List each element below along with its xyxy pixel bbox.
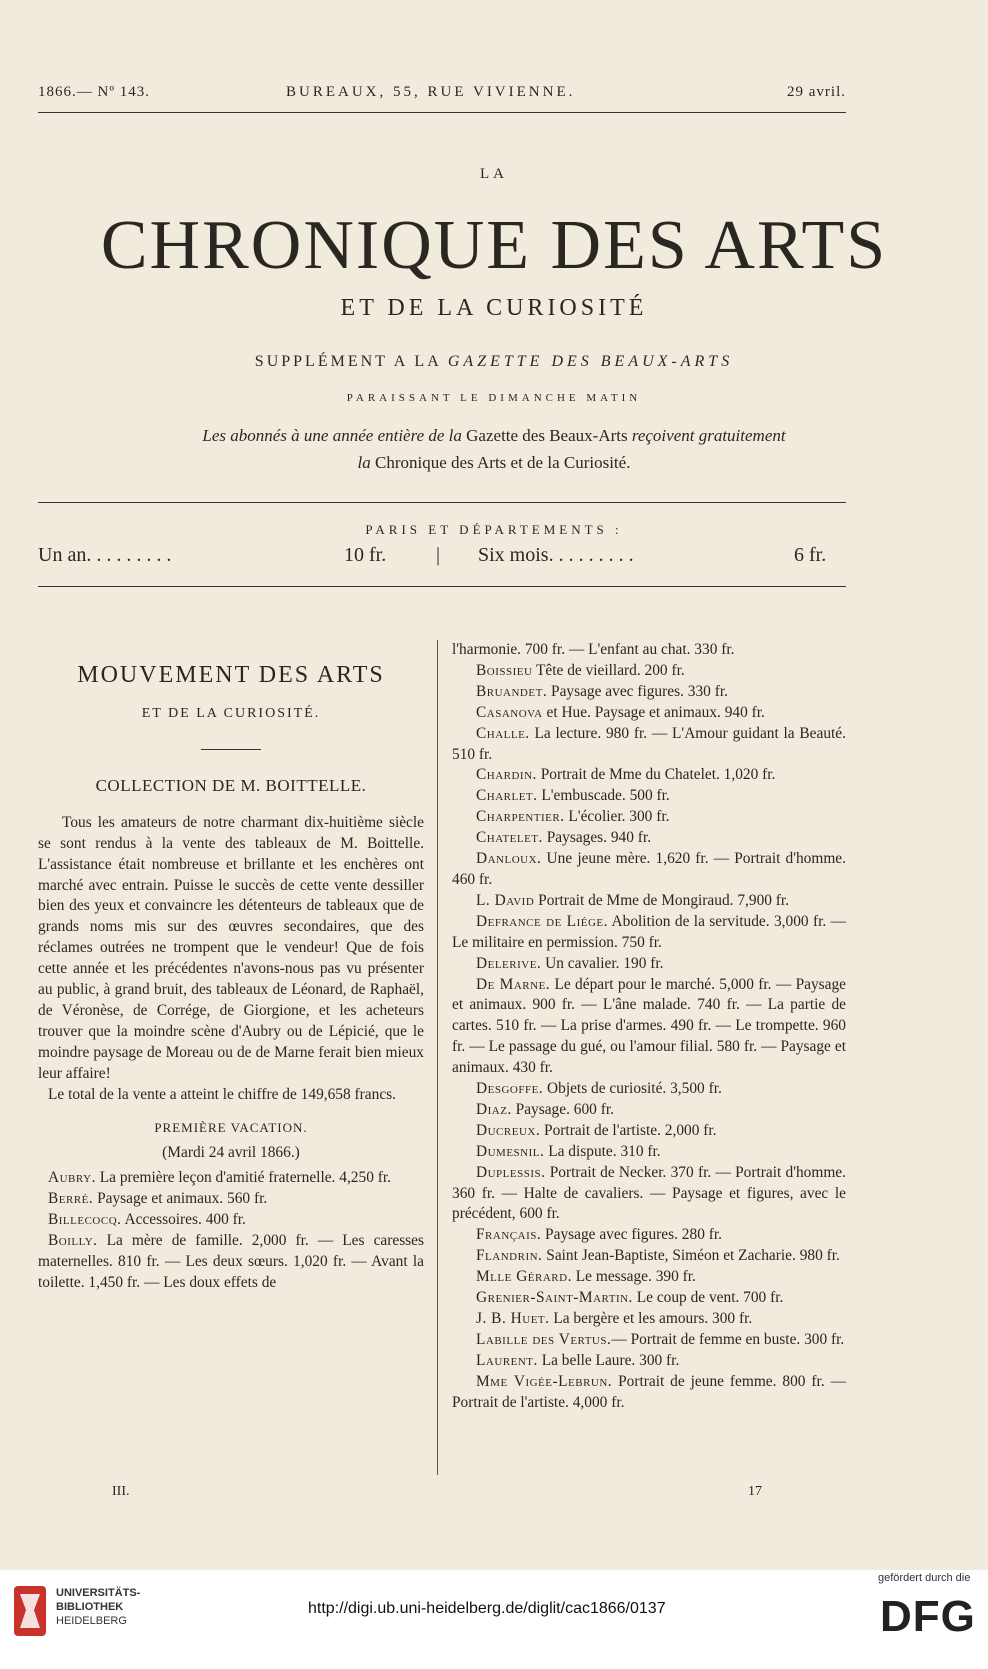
- article-heading: MOUVEMENT DES ARTS: [77, 662, 385, 688]
- sale-entry: [452, 1121, 846, 1142]
- artist-name: Flandrin.: [476, 1247, 543, 1265]
- entry-text: Portrait de jeune femme. 800 fr. — Portrait de l'artiste. 4,000 fr.: [452, 1372, 846, 1411]
- year-label: Un an. . . . . . . . .: [38, 544, 172, 566]
- library-name: [56, 1586, 140, 1628]
- library-name-line: UNIVERSITÄTS-: [56, 1587, 141, 1599]
- artist-name: Billecocq.: [48, 1211, 122, 1229]
- artist-name: Laurent.: [476, 1351, 538, 1369]
- volume-number: III.: [112, 1484, 130, 1499]
- artist-name: Chatelet.: [476, 829, 543, 847]
- artist-name: Boilly.: [48, 1232, 98, 1250]
- heading-divider: [201, 749, 261, 750]
- artist-name: L. David: [476, 891, 535, 909]
- artist-name: Duplessis.: [476, 1163, 546, 1181]
- sale-entry: [452, 1100, 846, 1121]
- artist-name: Français.: [476, 1226, 542, 1244]
- schedule-line: PARAISSANT LE DIMANCHE MATIN: [346, 392, 642, 404]
- header-rule: [38, 112, 846, 113]
- left-column: [38, 640, 424, 1294]
- sale-entry: [452, 849, 846, 891]
- sale-entry: [38, 1210, 424, 1231]
- masthead-subtitle: ET DE LA CURIOSITÉ: [340, 295, 648, 321]
- entry-text: Un cavalier. 190 fr.: [541, 954, 664, 972]
- sale-entry: [452, 1163, 846, 1226]
- artist-name: Diaz.: [476, 1100, 512, 1118]
- sale-entry: [452, 1142, 846, 1163]
- artist-name: Berré.: [48, 1190, 94, 1208]
- entry-text: Le message. 390 fr.: [571, 1268, 696, 1286]
- entry-text: L'écolier. 300 fr.: [564, 808, 670, 826]
- artist-name: Grenier-Saint-Martin.: [476, 1289, 633, 1307]
- source-url-link[interactable]: http://digi.ub.uni-heidelberg.de/diglit/cac1866/0137: [308, 1600, 666, 1617]
- collection-heading: COLLECTION DE M. BOITTELLE.: [95, 775, 367, 795]
- artist-name: Challe.: [476, 724, 530, 742]
- sale-entry: [38, 1231, 424, 1294]
- artist-name: Labille des Vertus.: [476, 1330, 612, 1348]
- entry-text: Saint Jean-Baptiste, Siméon et Zacharie. 980 fr.: [542, 1247, 840, 1265]
- sale-entry: [452, 765, 846, 786]
- entry-text: Abolition de la servitude. 3,000 fr. — Le militaire en permission. 750 fr.: [452, 912, 846, 951]
- note-1-italic: Les abonnés à une année entière de la: [202, 426, 462, 445]
- artist-name: Bruandet.: [476, 682, 548, 700]
- half-year-label: Six mois. . . . . . . . .: [478, 544, 634, 566]
- note-2-chronique: Chronique des Arts et de la Curiosité.: [370, 453, 631, 472]
- artist-name: Mme Vigée-Lebrun.: [476, 1372, 613, 1390]
- supplement-gazette: GAZETTE DES BEAUX-ARTS: [447, 353, 734, 370]
- artist-name: De Marne.: [476, 975, 551, 993]
- entry-text: Accessoires. 400 fr.: [121, 1211, 246, 1229]
- entry-text: Portrait de Necker. 370 fr. — Portrait d'homme. 360 fr. — Halte de cavaliers. — Paysage et figures, avec le précédent, 600 fr.: [452, 1163, 846, 1223]
- entry-text: Portrait de l'artiste. 2,000 fr.: [540, 1121, 717, 1139]
- office-address: BUREAUX, 55, RUE VIVIENNE.: [286, 84, 576, 100]
- price-separator: |: [436, 544, 441, 566]
- continued-entry: l'harmonie. 700 fr. — L'enfant au chat. 330 fr.: [452, 641, 735, 658]
- entry-text: Portrait de Mme de Mongiraud. 7,900 fr.: [534, 891, 790, 909]
- entry-text: La bergère et les amours. 300 fr.: [549, 1310, 753, 1327]
- entry-text: L'embuscade. 500 fr.: [537, 787, 670, 805]
- artist-name: Ducreux.: [476, 1121, 541, 1139]
- entry-text: Tête de vieillard. 200 fr.: [532, 661, 685, 679]
- artist-name: Charpentier.: [476, 808, 565, 826]
- sale-entry: [452, 786, 846, 807]
- entry-text: et Hue. Paysage et animaux. 940 fr.: [542, 703, 765, 721]
- artist-name: Danloux.: [476, 850, 542, 868]
- entry-text: La belle Laure. 300 fr.: [537, 1351, 680, 1369]
- masthead-title: CHRONIQUE DES ARTS: [100, 207, 888, 284]
- sale-entry: [38, 1168, 424, 1189]
- entry-text: La dispute. 310 fr.: [544, 1142, 661, 1160]
- entry-text: Paysages. 940 fr.: [542, 829, 652, 847]
- half-year-price: 6 fr.: [794, 544, 827, 566]
- entry-text: Le départ pour le marché. 5,000 fr. — Paysage et animaux. 900 fr. — L'âne malade. 740 fr. — La partie de cartes. 510 fr. — La prise d'armes. 490 fr. — Le trompette. 960 fr. — Le passage du gué, ou l'amour filial. 580 fr. — Paysage et animaux. 430 fr.: [452, 975, 846, 1077]
- supplement-line: [0, 353, 988, 371]
- sale-entry: [452, 1309, 846, 1330]
- column-divider: [437, 640, 438, 1475]
- entry-text: La mère de famille. 2,000 fr. — Les caresses maternelles. 810 fr. — Les deux sœurs. 1,020 fr. — Avant la toilette. 1,450 fr. — Les doux effets de: [38, 1232, 424, 1291]
- artist-name: Dumesnil.: [476, 1142, 545, 1160]
- sale-entry: [452, 724, 846, 766]
- note-1-tail: reçoivent gratuitement: [631, 426, 786, 445]
- vacation-heading: PREMIÈRE VACATION.: [154, 1119, 308, 1135]
- sale-entry: [452, 828, 846, 849]
- artist-name: Charlet.: [476, 787, 538, 805]
- artist-name: Mlle Gérard.: [476, 1268, 572, 1286]
- price-rule-bottom: [38, 586, 846, 587]
- entry-text: — Portrait de femme en buste. 300 fr.: [611, 1330, 845, 1348]
- sale-entry: [452, 954, 846, 975]
- right-column: [452, 640, 846, 1414]
- artist-name: Casanova: [476, 703, 543, 721]
- sale-entry: [452, 1246, 846, 1267]
- entry-text: Paysage avec figures. 330 fr.: [547, 682, 728, 700]
- sale-entry: [452, 912, 846, 954]
- subscriber-note-1: [0, 426, 988, 446]
- artist-name: Defrance de Liége.: [476, 912, 608, 930]
- note-1-gazette: Gazette des Beaux-Arts: [461, 426, 632, 445]
- library-name-line: HEIDELBERG: [56, 1615, 127, 1627]
- price-rule-top: [38, 502, 846, 503]
- entry-text: La première leçon d'amitié fraternelle. 4,250 fr.: [95, 1169, 391, 1187]
- artist-name: Chardin.: [476, 766, 537, 784]
- left-entries: [38, 1168, 424, 1293]
- sale-entry: [452, 1225, 846, 1246]
- sale-entry: [452, 1267, 846, 1288]
- entry-text: Paysage et animaux. 560 fr.: [93, 1190, 268, 1208]
- artist-name: J. B. Huet.: [476, 1310, 550, 1327]
- article-subheading: ET DE LA CURIOSITÉ.: [141, 706, 321, 721]
- artist-name: Delerive.: [476, 954, 542, 972]
- issue-number: 1866.— Nº 143.: [38, 84, 150, 100]
- sale-entry: [452, 703, 846, 724]
- page-number: 17: [748, 1484, 762, 1499]
- vacation-date: (Mardi 24 avril 1866.): [162, 1144, 300, 1162]
- funding-note: gefördert durch die: [878, 1572, 971, 1584]
- artist-name: Aubry.: [48, 1169, 96, 1187]
- sale-entry: [452, 1372, 846, 1414]
- sale-entry: [452, 807, 846, 828]
- issue-date: 29 avril.: [787, 84, 846, 100]
- year-price: 10 fr.: [344, 544, 387, 566]
- digitization-footer: [0, 1570, 988, 1669]
- total-paragraph: Le total de la vente a atteint le chiffre de 149,658 francs.: [48, 1085, 396, 1103]
- subscriber-note-2: [0, 453, 988, 473]
- masthead-article: LA: [480, 166, 508, 182]
- library-seal-icon: [10, 1580, 50, 1642]
- entry-text: Le coup de vent. 700 fr.: [632, 1289, 784, 1307]
- supplement-prefix: SUPPLÉMENT A LA: [254, 353, 448, 370]
- subscription-heading: PARIS ET DÉPARTEMENTS :: [365, 522, 623, 537]
- sale-entry: [452, 1351, 846, 1372]
- right-entries: [452, 661, 846, 1414]
- note-2-italic: la: [357, 453, 371, 472]
- sale-entry: [38, 1189, 424, 1210]
- funder-logo: DFG: [880, 1592, 976, 1641]
- sale-entry: [452, 1330, 846, 1351]
- sale-entry: [452, 661, 846, 682]
- sale-entry: [452, 1288, 846, 1309]
- artist-name: Boissieu: [476, 661, 533, 679]
- intro-paragraph: Tous les amateurs de notre charmant dix-huitième siècle se sont rendus à la vente des tableaux de M. Boittelle. L'assistance était nombreuse et brillante et les enchères ont marché avec entrain. Puisse le succès de cette vente dessiller bien des yeux et convaincre les détenteurs de tableaux que de grands noms mis sur des œuvres secondaires, que des réclames outrées ne trompent que le vendeur! Que de fois cette année et les précédentes n'avons-nous pas vu présenter au public, à grand bruit, des tableaux de Léonard, de Raphaël, de Véronèse, de Corrége, de Giorgione, et les acheteurs trouver que la moindre scène d'Aubry ou de Lépicié, que le moindre paysage de Moreau ou de de Marne ferait bien mieux leur affaire!: [38, 813, 424, 1082]
- entry-text: Une jeune mère. 1,620 fr. — Portrait d'homme. 460 fr.: [452, 850, 846, 888]
- entry-text: Paysage avec figures. 280 fr.: [541, 1226, 722, 1244]
- entry-text: Objets de curiosité. 3,500 fr.: [543, 1080, 722, 1098]
- artist-name: Desgoffe.: [476, 1080, 544, 1098]
- library-name-line: BIBLIOTHEK: [56, 1601, 124, 1613]
- entry-text: Portrait de Mme du Chatelet. 1,020 fr.: [536, 766, 776, 784]
- sale-entry: [452, 891, 846, 912]
- sale-entry: [452, 1079, 846, 1100]
- entry-text: La lecture. 980 fr. — L'Amour guidant la Beauté. 510 fr.: [452, 724, 846, 763]
- entry-text: Paysage. 600 fr.: [511, 1100, 614, 1118]
- sale-entry: [452, 975, 846, 1080]
- sale-entry: [452, 682, 846, 703]
